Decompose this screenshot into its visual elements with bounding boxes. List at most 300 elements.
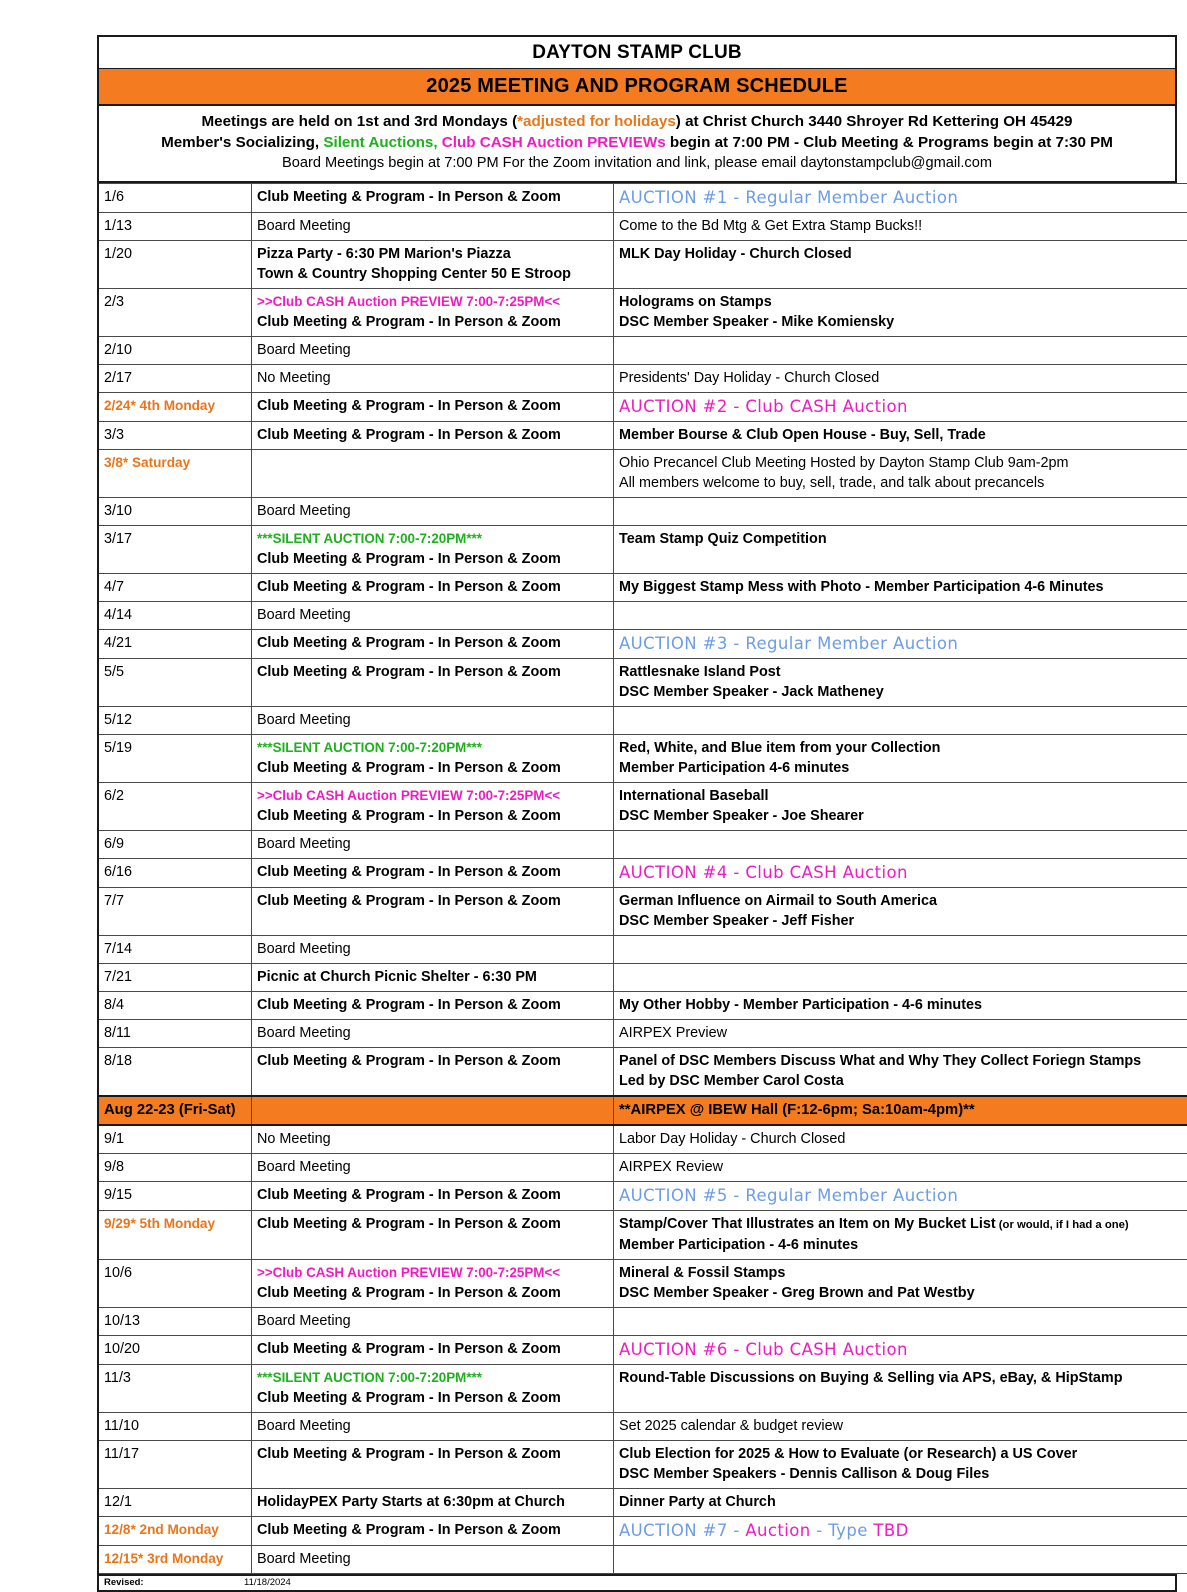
- schedule-date: 12/8* 2nd Monday: [104, 1522, 219, 1537]
- schedule-date: 11/17: [104, 1446, 139, 1462]
- schedule-program-cell: [614, 573, 1187, 601]
- club-title: DAYTON STAMP CLUB: [99, 37, 1175, 69]
- notes-line-1: [109, 112, 1165, 133]
- schedule-program-cell: [614, 991, 1187, 1019]
- table-row: [99, 1096, 1187, 1125]
- schedule-program-cell: [614, 497, 1187, 525]
- schedule-date-cell: [99, 449, 252, 497]
- notes-line1-part-c: ) at Christ Church 3440 Shroyer Rd Kettering OH 45429: [676, 113, 1073, 130]
- schedule-activity-cell: [252, 1153, 614, 1181]
- schedule-date: 3/17: [104, 531, 132, 547]
- schedule-date-cell: [99, 629, 252, 658]
- schedule-program-cell: [614, 658, 1187, 706]
- cell-line: Rattlesnake Island Post: [619, 662, 1187, 682]
- table-row: [99, 1516, 1187, 1545]
- cell-line: Board Meeting: [257, 605, 609, 625]
- cell-line: ***SILENT AUCTION 7:00-7:20PM***: [257, 1368, 609, 1388]
- notes-silent-auctions: Silent Auctions,: [323, 134, 437, 151]
- schedule-date-cell: [99, 497, 252, 525]
- schedule-program-cell: [614, 421, 1187, 449]
- notes-holiday-note: *adjusted for holidays: [517, 113, 676, 130]
- schedule-date: 9/1: [104, 1131, 124, 1147]
- cell-line: Dinner Party at Church: [619, 1492, 1187, 1512]
- cell-line: Ohio Precancel Club Meeting Hosted by Dayton Stamp Club 9am-2pm: [619, 453, 1187, 473]
- schedule-activity-cell: [252, 1125, 614, 1154]
- table-row: [99, 288, 1187, 336]
- cell-line: Board Meeting: [257, 1549, 609, 1569]
- schedule-date: 5/19: [104, 740, 132, 756]
- schedule-activity-cell: [252, 497, 614, 525]
- schedule-activity-cell: [252, 1516, 614, 1545]
- schedule-activity-cell: [252, 449, 614, 497]
- schedule-date-cell: [99, 336, 252, 364]
- schedule-activity-cell: [252, 887, 614, 935]
- schedule-date-cell: [99, 1125, 252, 1154]
- schedule-date: 3/10: [104, 503, 132, 519]
- schedule-date-cell: [99, 887, 252, 935]
- cell-line: AIRPEX Review: [619, 1157, 1187, 1177]
- cell-line: Club Meeting & Program - In Person & Zoom: [257, 1444, 609, 1464]
- cell-line: Team Stamp Quiz Competition: [619, 529, 1187, 549]
- table-row: [99, 1153, 1187, 1181]
- auction-label: AUCTION #4 - Club CASH Auction: [619, 862, 1187, 883]
- schedule-activity-cell: [252, 1047, 614, 1096]
- schedule-title-banner: 2025 MEETING AND PROGRAM SCHEDULE: [99, 69, 1175, 106]
- cell-line: Club Meeting & Program - In Person & Zoom: [257, 1520, 609, 1540]
- cell-line: Club Meeting & Program - In Person & Zoom: [257, 549, 609, 569]
- cell-line: Come to the Bd Mtg & Get Extra Stamp Bucks!!: [619, 216, 1187, 236]
- cell-line: No Meeting: [257, 1129, 609, 1149]
- table-row: [99, 963, 1187, 991]
- schedule-activity-cell: [252, 525, 614, 573]
- schedule-date: 6/9: [104, 836, 124, 852]
- table-row: [99, 1125, 1187, 1154]
- schedule-program-cell: [614, 1307, 1187, 1335]
- schedule-activity-cell: [252, 240, 614, 288]
- schedule-date: 12/15* 3rd Monday: [104, 1551, 223, 1566]
- cell-line: Board Meeting: [257, 1416, 609, 1436]
- schedule-activity-cell: [252, 1181, 614, 1210]
- schedule-program-cell: [614, 706, 1187, 734]
- auction-label-part: TBD: [873, 1521, 908, 1540]
- cell-line: >>Club CASH Auction PREVIEW 7:00-7:25PM<<: [257, 1263, 609, 1283]
- schedule-program-cell: [614, 364, 1187, 392]
- table-row: [99, 573, 1187, 601]
- table-row: [99, 1488, 1187, 1516]
- cell-line: >>Club CASH Auction PREVIEW 7:00-7:25PM<<: [257, 786, 609, 806]
- table-row: [99, 392, 1187, 421]
- schedule-activity-cell: [252, 658, 614, 706]
- auction-label: AUCTION #6 - Club CASH Auction: [619, 1339, 1187, 1360]
- schedule-program-cell: [614, 392, 1187, 421]
- auction-label: AUCTION #3 - Regular Member Auction: [619, 633, 1187, 654]
- table-row: [99, 449, 1187, 497]
- schedule-date-cell: [99, 1335, 252, 1364]
- schedule-date-cell: [99, 991, 252, 1019]
- cell-line: Member Participation 4-6 minutes: [619, 758, 1187, 778]
- cell-line: Board Meeting: [257, 710, 609, 730]
- cell-line: Club Meeting & Program - In Person & Zoom: [257, 1051, 609, 1071]
- table-row: [99, 336, 1187, 364]
- cell-line: Club Meeting & Program - In Person & Zoom: [257, 662, 609, 682]
- cell-line: Club Meeting & Program - In Person & Zoom: [257, 577, 609, 597]
- schedule-program-cell: [614, 183, 1187, 212]
- table-row: [99, 1047, 1187, 1096]
- schedule-program-cell: [614, 1440, 1187, 1488]
- auction-label-part: -: [733, 1521, 745, 1540]
- table-row: [99, 1019, 1187, 1047]
- schedule-activity-cell: [252, 734, 614, 782]
- schedule-activity-cell: [252, 392, 614, 421]
- table-row: [99, 1440, 1187, 1488]
- schedule-date: 9/8: [104, 1159, 124, 1175]
- table-row: [99, 1210, 1187, 1259]
- schedule-activity-cell: [252, 1259, 614, 1307]
- cell-line: Set 2025 calendar & budget review: [619, 1416, 1187, 1436]
- schedule-activity-cell: [252, 1545, 614, 1573]
- schedule-date-cell: [99, 963, 252, 991]
- schedule-date: 5/12: [104, 712, 132, 728]
- schedule-activity-cell: [252, 935, 614, 963]
- schedule-program-cell: [614, 858, 1187, 887]
- schedule-program-cell: [614, 1412, 1187, 1440]
- schedule-date-cell: [99, 1153, 252, 1181]
- schedule-date: 6/2: [104, 788, 124, 804]
- schedule-program-cell: [614, 1047, 1187, 1096]
- notes-line2-part-e: begin at 7:00 PM - Club Meeting & Programs begin at 7:30 PM: [666, 134, 1113, 151]
- schedule-program-cell: [614, 240, 1187, 288]
- schedule-date: Aug 22-23 (Fri-Sat): [104, 1102, 236, 1118]
- schedule-activity-cell: [252, 183, 614, 212]
- auction-label-part: -: [811, 1521, 829, 1540]
- cell-line: DSC Member Speaker - Jeff Fisher: [619, 911, 1187, 931]
- schedule-activity-cell: [252, 336, 614, 364]
- schedule-date: 2/3: [104, 294, 124, 310]
- schedule-date-cell: [99, 658, 252, 706]
- schedule-program-cell: [614, 1364, 1187, 1412]
- cell-line: DSC Member Speaker - Greg Brown and Pat Westby: [619, 1283, 1187, 1303]
- schedule-activity-cell: [252, 212, 614, 240]
- notes-line-3: Board Meetings begin at 7:00 PM For the Zoom invitation and link, please email daytonstampclub@gmail.com: [109, 153, 1165, 174]
- cell-line: Club Meeting & Program - In Person & Zoom: [257, 425, 609, 445]
- schedule-program-cell: [614, 449, 1187, 497]
- cell-line: DSC Member Speakers - Dennis Callison & Doug Files: [619, 1464, 1187, 1484]
- schedule-program-cell: [614, 212, 1187, 240]
- cell-line: Board Meeting: [257, 939, 609, 959]
- schedule-date-cell: [99, 706, 252, 734]
- schedule-program-cell: [614, 1019, 1187, 1047]
- cell-line: Member Participation - 4-6 minutes: [619, 1235, 1187, 1255]
- schedule-activity-cell: [252, 573, 614, 601]
- schedule-date-cell: [99, 288, 252, 336]
- schedule-activity-cell: [252, 963, 614, 991]
- table-row: [99, 1412, 1187, 1440]
- schedule-date: 10/13: [104, 1313, 140, 1329]
- cell-line: Club Meeting & Program - In Person & Zoom: [257, 1185, 609, 1205]
- schedule-date-cell: [99, 1047, 252, 1096]
- schedule-date-cell: [99, 782, 252, 830]
- auction-label: AUCTION #1 - Regular Member Auction: [619, 187, 1187, 208]
- schedule-activity-cell: [252, 858, 614, 887]
- schedule-activity-cell: [252, 1210, 614, 1259]
- cell-line: DSC Member Speaker - Joe Shearer: [619, 806, 1187, 826]
- schedule-program-cell: [614, 734, 1187, 782]
- cell-line: ***SILENT AUCTION 7:00-7:20PM***: [257, 529, 609, 549]
- notes-line2-part-a: Member's Socializing,: [161, 134, 323, 151]
- table-row: [99, 1364, 1187, 1412]
- table-row: [99, 364, 1187, 392]
- cell-line: Club Meeting & Program - In Person & Zoom: [257, 995, 609, 1015]
- schedule-date-cell: [99, 1545, 252, 1573]
- schedule-program-cell: [614, 1210, 1187, 1259]
- table-row: [99, 1545, 1187, 1573]
- schedule-sheet: [97, 35, 1177, 1592]
- schedule-date: 6/16: [104, 864, 132, 880]
- schedule-date-cell: [99, 1307, 252, 1335]
- meeting-notes: [99, 106, 1175, 183]
- schedule-date-cell: [99, 734, 252, 782]
- schedule-program-cell: [614, 1488, 1187, 1516]
- schedule-date: 8/18: [104, 1053, 132, 1069]
- cell-line: My Biggest Stamp Mess with Photo - Member Participation 4-6 Minutes: [619, 577, 1187, 597]
- schedule-date-cell: [99, 421, 252, 449]
- notes-line-2: [109, 133, 1165, 154]
- schedule-date-cell: [99, 1440, 252, 1488]
- schedule-activity-cell: [252, 1019, 614, 1047]
- schedule-date-cell: [99, 1488, 252, 1516]
- cell-line: Stamp/Cover That Illustrates an Item on My Bucket List (or would, if I had a one): [619, 1214, 1187, 1235]
- table-row: [99, 240, 1187, 288]
- schedule-date: 10/20: [104, 1341, 140, 1357]
- schedule-activity-cell: [252, 1364, 614, 1412]
- cell-line: Board Meeting: [257, 216, 609, 236]
- revised-date: 11/18/2024: [244, 1577, 291, 1588]
- schedule-date-cell: [99, 935, 252, 963]
- cell-line: Member Bourse & Club Open House - Buy, Sell, Trade: [619, 425, 1187, 445]
- schedule-date: 9/15: [104, 1187, 132, 1203]
- schedule-date-cell: [99, 212, 252, 240]
- sheet-footer: [99, 1574, 1175, 1590]
- table-row: [99, 183, 1187, 212]
- cell-line: International Baseball: [619, 786, 1187, 806]
- schedule-date: 7/7: [104, 893, 124, 909]
- table-row: [99, 734, 1187, 782]
- cell-line: Club Meeting & Program - In Person & Zoom: [257, 1339, 609, 1359]
- cell-line: **AIRPEX @ IBEW Hall (F:12-6pm; Sa:10am-4pm)**: [619, 1100, 1187, 1120]
- table-row: [99, 1335, 1187, 1364]
- schedule-date: 9/29* 5th Monday: [104, 1216, 215, 1231]
- cell-line: Presidents' Day Holiday - Church Closed: [619, 368, 1187, 388]
- cell-line: Club Meeting & Program - In Person & Zoom: [257, 1214, 609, 1234]
- auction-label: [619, 1520, 1187, 1541]
- schedule-date-cell: [99, 240, 252, 288]
- auction-label-part: Type: [828, 1521, 873, 1540]
- schedule-date: 7/21: [104, 969, 132, 985]
- cell-line: Board Meeting: [257, 834, 609, 854]
- schedule-date-cell: [99, 1516, 252, 1545]
- schedule-activity-cell: [252, 601, 614, 629]
- cell-line: Club Meeting & Program - In Person & Zoom: [257, 862, 609, 882]
- table-row: [99, 601, 1187, 629]
- schedule-date-cell: [99, 601, 252, 629]
- table-row: [99, 858, 1187, 887]
- cell-line: Club Meeting & Program - In Person & Zoom: [257, 891, 609, 911]
- cell-line: My Other Hobby - Member Participation - 4-6 minutes: [619, 995, 1187, 1015]
- schedule-program-cell: [614, 601, 1187, 629]
- schedule-date: 7/14: [104, 941, 132, 957]
- table-row: [99, 1181, 1187, 1210]
- cell-line: DSC Member Speaker - Jack Matheney: [619, 682, 1187, 702]
- schedule-program-cell: [614, 1516, 1187, 1545]
- schedule-program-cell: [614, 1259, 1187, 1307]
- schedule-date: 2/24* 4th Monday: [104, 398, 215, 413]
- schedule-date-cell: [99, 1181, 252, 1210]
- schedule-program-cell: [614, 782, 1187, 830]
- table-row: [99, 658, 1187, 706]
- auction-label: AUCTION #2 - Club CASH Auction: [619, 396, 1187, 417]
- schedule-program-cell: [614, 288, 1187, 336]
- schedule-date-cell: [99, 1259, 252, 1307]
- cell-line: Board Meeting: [257, 340, 609, 360]
- schedule-activity-cell: [252, 1335, 614, 1364]
- cell-line: Board Meeting: [257, 1023, 609, 1043]
- schedule-date-cell: [99, 1210, 252, 1259]
- schedule-activity-cell: [252, 1412, 614, 1440]
- cell-line: Club Meeting & Program - In Person & Zoom: [257, 1283, 609, 1303]
- schedule-date: 12/1: [104, 1494, 132, 1510]
- schedule-date-cell: [99, 364, 252, 392]
- table-row: [99, 1307, 1187, 1335]
- schedule-program-cell: [614, 830, 1187, 858]
- schedule-table: [99, 183, 1187, 1574]
- auction-label-part: AUCTION #7: [619, 1521, 733, 1540]
- schedule-date: 1/6: [104, 189, 124, 205]
- table-row: [99, 497, 1187, 525]
- schedule-date-cell: [99, 392, 252, 421]
- schedule-activity-cell: [252, 288, 614, 336]
- cell-line: German Influence on Airmail to South America: [619, 891, 1187, 911]
- cell-line: Pizza Party - 6:30 PM Marion's Piazza: [257, 244, 609, 264]
- table-row: [99, 830, 1187, 858]
- table-row: [99, 525, 1187, 573]
- cell-line: All members welcome to buy, sell, trade, and talk about precancels: [619, 473, 1187, 493]
- schedule-date: 5/5: [104, 664, 124, 680]
- schedule-program-cell: [614, 1153, 1187, 1181]
- cell-line: Labor Day Holiday - Church Closed: [619, 1129, 1187, 1149]
- schedule-date: 10/6: [104, 1265, 132, 1281]
- schedule-date: 4/7: [104, 579, 124, 595]
- schedule-program-cell: [614, 1335, 1187, 1364]
- schedule-activity-cell: [252, 1440, 614, 1488]
- schedule-date-cell: [99, 573, 252, 601]
- schedule-activity-cell: [252, 421, 614, 449]
- schedule-date-cell: [99, 183, 252, 212]
- table-row: [99, 706, 1187, 734]
- schedule-program-cell: [614, 336, 1187, 364]
- schedule-activity-cell: [252, 1096, 614, 1125]
- table-row: [99, 935, 1187, 963]
- cell-line: Board Meeting: [257, 1157, 609, 1177]
- cell-line: Club Meeting & Program - In Person & Zoom: [257, 187, 609, 207]
- table-row: [99, 887, 1187, 935]
- cell-line: Led by DSC Member Carol Costa: [619, 1071, 1187, 1091]
- schedule-activity-cell: [252, 991, 614, 1019]
- notes-line1-part-a: Meetings are held on 1st and 3rd Mondays (: [202, 113, 518, 130]
- schedule-activity-cell: [252, 629, 614, 658]
- cell-line: >>Club CASH Auction PREVIEW 7:00-7:25PM<<: [257, 292, 609, 312]
- cell-line: DSC Member Speaker - Mike Komiensky: [619, 312, 1187, 332]
- table-row: [99, 991, 1187, 1019]
- cell-line: Panel of DSC Members Discuss What and Why They Collect Foriegn Stamps: [619, 1051, 1187, 1071]
- schedule-program-cell: [614, 629, 1187, 658]
- schedule-date: 2/10: [104, 342, 132, 358]
- cell-line: Club Meeting & Program - In Person & Zoom: [257, 633, 609, 653]
- schedule-date: 1/13: [104, 218, 132, 234]
- table-row: [99, 1259, 1187, 1307]
- cell-line: ***SILENT AUCTION 7:00-7:20PM***: [257, 738, 609, 758]
- cell-line: Club Meeting & Program - In Person & Zoom: [257, 758, 609, 778]
- schedule-program-cell: [614, 887, 1187, 935]
- table-row: [99, 421, 1187, 449]
- cell-line: Picnic at Church Picnic Shelter - 6:30 PM: [257, 967, 609, 987]
- schedule-date-cell: [99, 525, 252, 573]
- schedule-program-cell: [614, 1096, 1187, 1125]
- schedule-date-cell: [99, 1019, 252, 1047]
- auction-label: AUCTION #5 - Regular Member Auction: [619, 1185, 1187, 1206]
- schedule-activity-cell: [252, 1307, 614, 1335]
- cell-line: Holograms on Stamps: [619, 292, 1187, 312]
- schedule-activity-cell: [252, 1488, 614, 1516]
- schedule-program-cell: [614, 935, 1187, 963]
- schedule-program-cell: [614, 1181, 1187, 1210]
- schedule-activity-cell: [252, 782, 614, 830]
- schedule-date: 3/3: [104, 427, 124, 443]
- schedule-date: 8/4: [104, 997, 124, 1013]
- cell-line: AIRPEX Preview: [619, 1023, 1187, 1043]
- table-row: [99, 212, 1187, 240]
- cell-line: MLK Day Holiday - Church Closed: [619, 244, 1187, 264]
- table-row: [99, 782, 1187, 830]
- schedule-date: 11/3: [104, 1370, 131, 1386]
- schedule-date: 4/14: [104, 607, 132, 623]
- schedule-date: 3/8* Saturday: [104, 455, 190, 470]
- cell-line: Club Election for 2025 & How to Evaluate (or Research) a US Cover: [619, 1444, 1187, 1464]
- cell-line: Board Meeting: [257, 1311, 609, 1331]
- cell-line: No Meeting: [257, 368, 609, 388]
- cell-line: HolidayPEX Party Starts at 6:30pm at Church: [257, 1492, 609, 1512]
- schedule-activity-cell: [252, 830, 614, 858]
- schedule-date-cell: [99, 1364, 252, 1412]
- auction-label-part: Auction: [745, 1521, 810, 1540]
- schedule-program-cell: [614, 1545, 1187, 1573]
- cell-line: Round-Table Discussions on Buying & Selling via APS, eBay, & HipStamp: [619, 1368, 1187, 1388]
- notes-cash-previews: Club CASH Auction PREVIEWs: [442, 134, 666, 151]
- cell-line: Red, White, and Blue item from your Collection: [619, 738, 1187, 758]
- schedule-date: 8/11: [104, 1025, 131, 1041]
- schedule-date-cell: [99, 858, 252, 887]
- schedule-program-cell: [614, 963, 1187, 991]
- schedule-program-cell: [614, 1125, 1187, 1154]
- revised-label: Revised:: [104, 1577, 244, 1588]
- schedule-date: 2/17: [104, 370, 132, 386]
- schedule-activity-cell: [252, 706, 614, 734]
- cell-line-note: (or would, if I had a one): [996, 1219, 1129, 1231]
- schedule-date-cell: [99, 1412, 252, 1440]
- schedule-date: 11/10: [104, 1418, 139, 1434]
- schedule-date-cell: [99, 1096, 252, 1125]
- table-row: [99, 629, 1187, 658]
- cell-line: Board Meeting: [257, 501, 609, 521]
